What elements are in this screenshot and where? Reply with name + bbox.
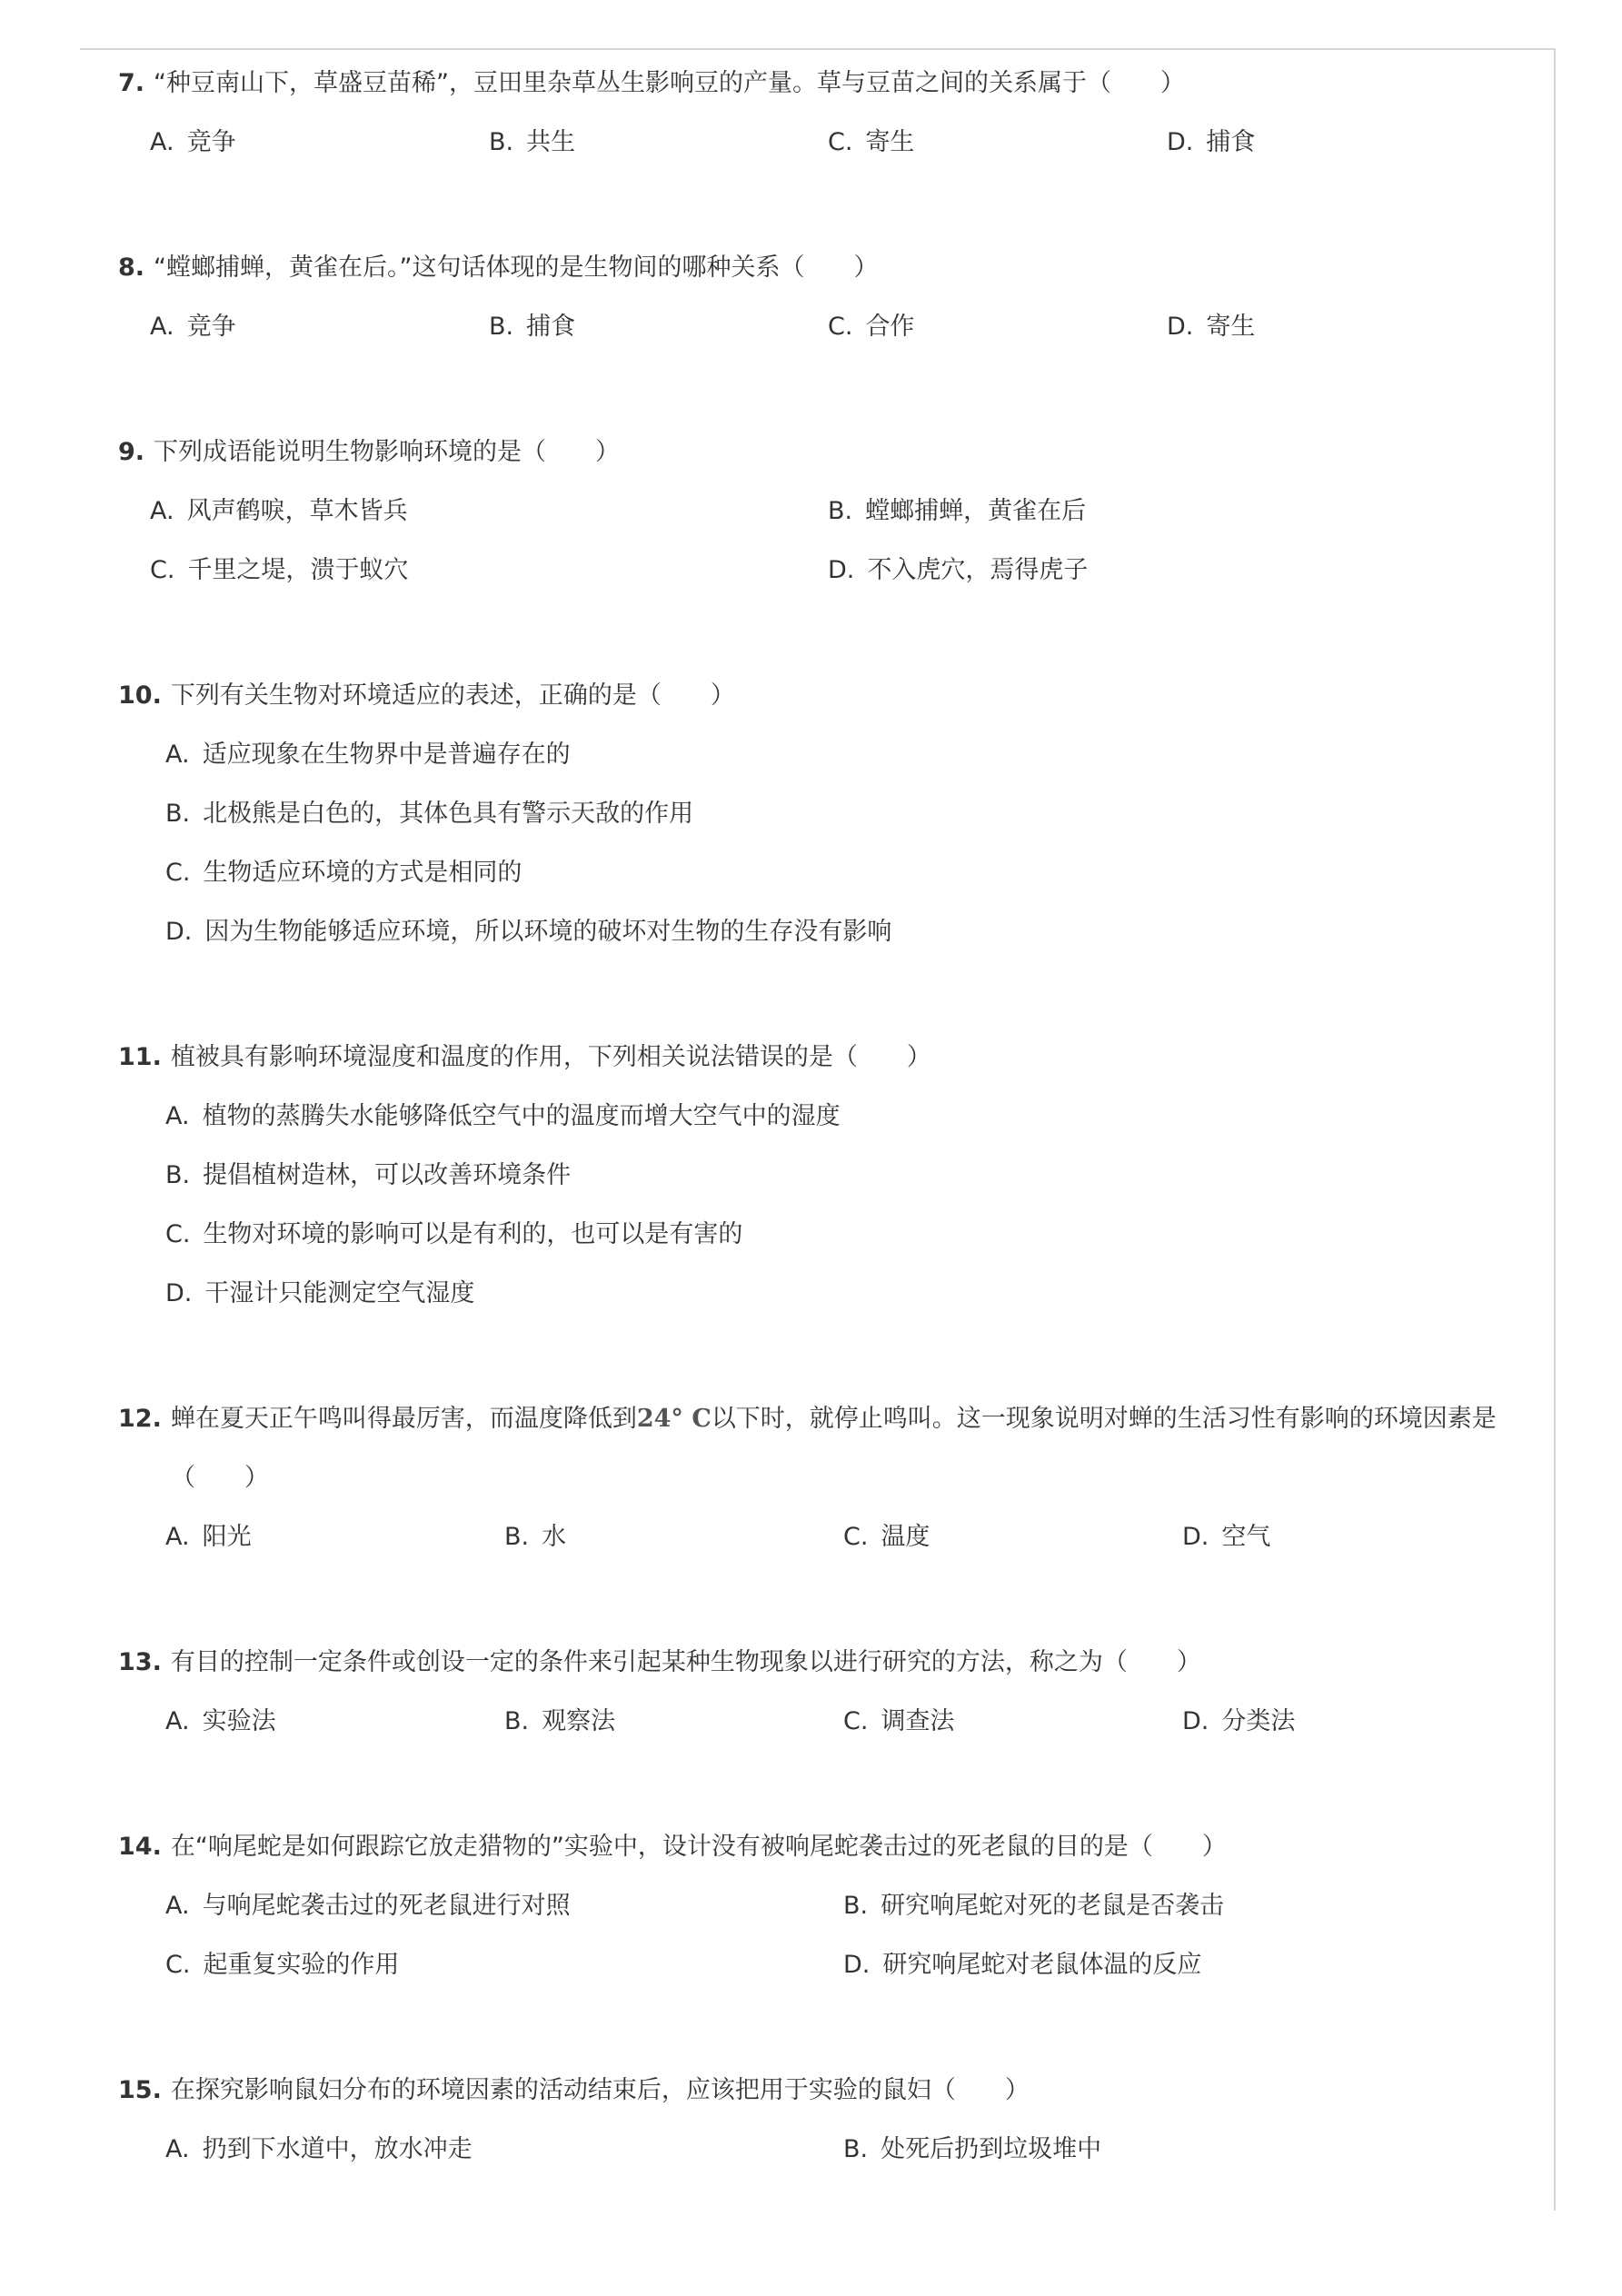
q10-option-a: A. 适应现象在生物界中是普遍存在的: [165, 740, 571, 769]
question-text: 植被具有影响环境湿度和温度的作用，下列相关说法错误的是（ ）: [170, 1043, 931, 1071]
q7-option-b: B. 共生: [489, 128, 576, 156]
q13-option-b: B. 观察法: [504, 1707, 616, 1735]
question-11-stem: [118, 1039, 931, 1076]
q13-option-c: C. 调查法: [843, 1707, 955, 1735]
question-7-stem: [118, 65, 1185, 102]
q8-option-a: A. 竞争: [150, 313, 236, 341]
question-number: 7.: [118, 69, 145, 97]
q10-option-b: B. 北极熊是白色的，其体色具有警示天敌的作用: [165, 800, 694, 828]
question-number: 9.: [118, 438, 145, 466]
q14-option-d: D. 研究响尾蛇对老鼠体温的反应: [843, 1951, 1202, 1979]
q15-option-a: A. 扔到下水道中，放水冲走: [165, 2135, 473, 2163]
page-border-top: [80, 48, 1556, 50]
q12-option-c: C. 温度: [843, 1523, 930, 1551]
q11-option-a: A. 植物的蒸腾失水能够降低空气中的温度而增大空气中的湿度: [165, 1102, 841, 1130]
question-text: “种豆南山下，草盛豆苗稀”，豆田里杂草丛生影响豆的产量。草与豆苗之间的关系属于（ ）: [154, 69, 1186, 97]
page-border-right: [1554, 48, 1556, 2211]
q9-option-d: D. 不入虎穴，焉得虎子: [828, 556, 1089, 584]
question-15-stem: [118, 2072, 1030, 2109]
question-number: 10.: [118, 681, 162, 710]
q7-option-c: C. 寄生: [828, 128, 915, 156]
question-text-cont: 以下时，就停止鸣叫。这一现象说明对蝉的生活习性有影响的环境因素是: [711, 1405, 1497, 1433]
question-number: 13.: [118, 1648, 162, 1676]
question-14-stem: [118, 1829, 1227, 1865]
question-number: 12.: [118, 1405, 162, 1433]
q11-option-d: D. 干湿计只能测定空气湿度: [165, 1279, 475, 1307]
q9-option-a: A. 风声鹤唳，草木皆兵: [150, 497, 408, 525]
question-13-stem: [118, 1645, 1201, 1681]
question-text: 有目的控制一定条件或创设一定的条件来引起某种生物现象以进行研究的方法，称之为（ ）: [170, 1648, 1201, 1676]
q13-option-d: D. 分类法: [1182, 1707, 1296, 1735]
q10-option-d: D. 因为生物能够适应环境，所以环境的破坏对生物的生存没有影响: [165, 918, 892, 946]
q8-option-c: C. 合作: [828, 313, 915, 341]
question-12-stem: [118, 1401, 1497, 1437]
question-9-stem: [118, 434, 620, 471]
q15-option-b: B. 处死后扔到垃圾堆中: [843, 2135, 1102, 2163]
question-number: 15.: [118, 2076, 162, 2104]
q9-option-b: B. 螳螂捕蝉，黄雀在后: [828, 497, 1087, 525]
question-8-stem: [118, 250, 879, 286]
question-text: 在“响尾蛇是如何跟踪它放走猎物的”实验中，设计没有被响尾蛇袭击过的死老鼠的目的是（ ）: [170, 1833, 1227, 1861]
question-text: 下列成语能说明生物影响环境的是（ ）: [154, 438, 621, 466]
q9-option-c: C. 千里之堤，溃于蚁穴: [150, 556, 409, 584]
question-number: 11.: [118, 1043, 162, 1071]
question-10-stem: [118, 678, 735, 714]
q11-option-c: C. 生物对环境的影响可以是有利的，也可以是有害的: [165, 1220, 743, 1248]
question-text: 蝉在夏天正午鸣叫得最厉害，而温度降低到: [170, 1405, 637, 1433]
q14-option-c: C. 起重复实验的作用: [165, 1951, 400, 1979]
temperature-value: 24° C: [636, 1405, 711, 1433]
question-number: 14.: [118, 1833, 162, 1861]
q14-option-b: B. 研究响尾蛇对死的老鼠是否袭击: [843, 1892, 1225, 1920]
q12-option-d: D. 空气: [1182, 1523, 1271, 1551]
question-text: 在探究影响鼠妇分布的环境因素的活动结束后，应该把用于实验的鼠妇（ ）: [170, 2076, 1030, 2104]
q14-option-a: A. 与响尾蛇袭击过的死老鼠进行对照: [165, 1892, 571, 1920]
q10-option-c: C. 生物适应环境的方式是相同的: [165, 859, 522, 887]
q7-option-d: D. 捕食: [1167, 128, 1256, 156]
question-text: “螳螂捕蝉，黄雀在后。”这句话体现的是生物间的哪种关系（ ）: [154, 253, 879, 282]
q11-option-b: B. 提倡植树造林，可以改善环境条件: [165, 1161, 572, 1189]
q12-option-a: A. 阳光: [165, 1523, 252, 1551]
q13-option-a: A. 实验法: [165, 1707, 276, 1735]
q7-option-a: A. 竞争: [150, 128, 236, 156]
q8-option-b: B. 捕食: [489, 313, 576, 341]
q8-option-d: D. 寄生: [1167, 313, 1256, 341]
q12-option-b: B. 水: [504, 1523, 567, 1551]
question-text: 下列有关生物对环境适应的表述，正确的是（ ）: [170, 681, 735, 710]
question-number: 8.: [118, 253, 145, 282]
question-12-blank: （ ）: [171, 1464, 269, 1492]
